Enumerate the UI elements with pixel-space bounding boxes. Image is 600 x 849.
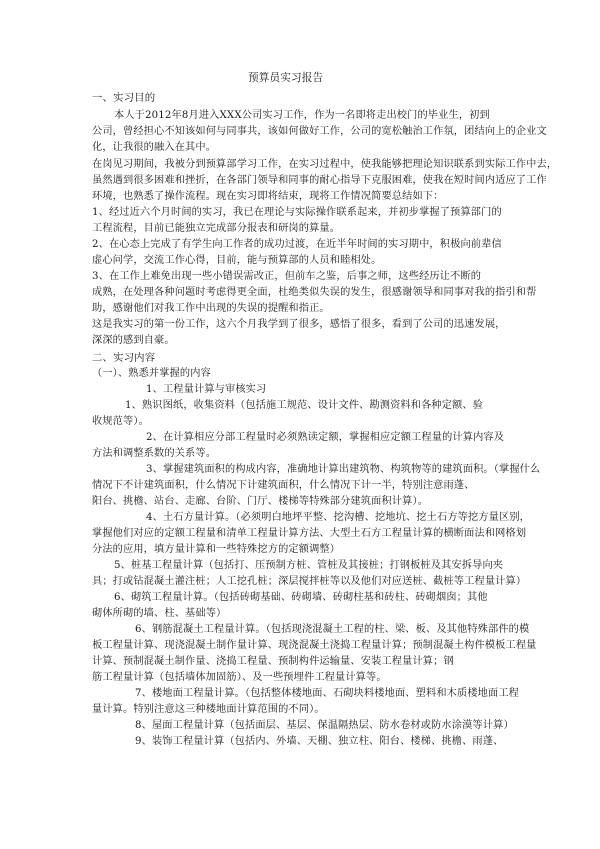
paragraph-line: 这是我实习的第一份工作，这六个月我学到了很多，感悟了很多，看到了公司的迅速发展， <box>92 319 506 330</box>
list-item-line: 1、经过近六个月时间的实习，我已在理论与实际操作联系起来，并初步掌握了预算部门的 <box>92 207 502 218</box>
list-item-line: 6、钢筋混凝土工程量计算。（包括现浇混凝土工程的柱、梁、板、及其他特殊部件的模 <box>135 624 530 635</box>
list-item-line: 具；打或钻混凝土灌注桩；人工挖孔桩；深层搅拌桩等以及他们对应送桩、截桩等工程量计算） <box>92 576 527 587</box>
list-item-line: 6、砌筑工程量计算。（包括砖砌基础、砖砌墙、砖砌柱基和砖柱、砖砌烟囱；其他 <box>114 592 488 603</box>
list-item-line: 方法和调整系数的关系等。 <box>92 448 217 459</box>
list-item-line: 4、土石方量计算。（必须明白地坪平整、挖沟槽、挖地坑、挖土石方等挖方量区别， <box>146 512 531 523</box>
list-item-line: 3、掌握建筑面积的构成内容，准确地计算出建筑物、构筑物等的建筑面积。（掌握什么 <box>146 464 541 475</box>
paragraph-line: 深深的感到自豪。 <box>92 335 175 346</box>
list-item-line: 5、桩基工程量计算（包括打、压预制方桩、管桩及其接桩；打钢板桩及其安拆导向夹 <box>114 560 504 571</box>
paragraph-line: 虽然遇到很多困难和挫折，在各部门领导和同事的耐心指导下克服困难，使我在短时间内适应了工作 <box>92 175 547 186</box>
list-item-line: 掌握他们对应的定额工程量和清单工程量计算方法、大型土石方工程量计算的横断面法和网格划 <box>92 528 527 539</box>
list-item-line: 成熟，在处理各种问题时考虑得更全面，杜绝类似失误的发生，很感谢领导和同事对我的指引和帮 <box>92 287 537 298</box>
list-item-line: 收规范等）。 <box>92 416 149 427</box>
list-item-line: 板工程量计算、现浇混凝土制作量计算、现浇混凝土浇捣工程量计算；预制混凝土构件模板工程量 <box>92 640 537 651</box>
subsection-heading: 1、工程量计算与审核实习 <box>146 384 267 395</box>
list-item-line: 虚心问学，交流工作心得，目前，能与预算部的人员和睦相处。 <box>92 255 382 266</box>
list-item-line: 1、熟识图纸，收集资料（包括施工规范、设计文件、勘测资料和各种定额、验 <box>125 400 484 411</box>
list-item-line: 砌体所砌的墙、柱、基础等） <box>92 608 227 619</box>
subsection-heading: （一）、熟悉并掌握的内容 <box>92 368 211 379</box>
paragraph-line: 本人于2012年8月进入XXX公司实习工作，作为一名即将走出校门的毕业生，初到 <box>114 110 490 121</box>
list-item-line: 7、楼地面工程量计算。（包括整体楼地面、石砌块料楼地面、塑料和木质楼地面工程 <box>135 688 520 699</box>
list-item-line: 阳台、挑檐、站台、走廊、台阶、门厅、楼梯等特殊部分建筑面积计算）。 <box>92 496 429 507</box>
list-item-line: 2、在心态上完成了有学生向工作者的成功过渡，在近半年时间的实习期中，积极向前辈信 <box>92 239 502 250</box>
paragraph-line: 环境，也熟悉了操作流程。现在实习即将结束，现将工作情况简要总结如下： <box>92 191 444 202</box>
paragraph-line: 在岗见习期间，我被分到预算部学习工作，在实习过程中，使我能够把理论知识联系到实际工作中去， <box>92 159 558 170</box>
list-item-line: 助，感谢他们对我工作中出现的失误的提醒和指正。 <box>92 303 330 314</box>
list-item-line: 筋工程量计算（包括墙体加固筋）、及一些预埋件工程量计算等。 <box>92 672 387 683</box>
list-item-line: 8、屋面工程量计算（包括面层、基层、保温隔热层、防水卷材或防水涂漠等计算） <box>135 720 514 731</box>
list-item-line: 量计算。特别注意这三种楼地面计算范围的不同）。 <box>92 704 325 715</box>
report-title: 预算员实习报告 <box>248 72 324 84</box>
paragraph-line: 公司，曾经担心不知该如何与同事共，该如何做好工作，公司的宽松触治工作氛，团结向上的企业文 <box>92 126 547 137</box>
paragraph-line: 化，让我很的融入在其中。 <box>92 142 217 153</box>
list-item-line: 2、在计算相应分部工程量时必须熟读定额，掌握相应定额工程量的计算内容及 <box>146 432 505 443</box>
list-item-line: 工程流程，目前已能独立完成部分报表和研岗的算量。 <box>92 223 341 234</box>
list-item-line: 3、在工作上难免出现一些小错误需改正，但前车之鉴，后事之师，这些经历让不断的 <box>92 271 482 282</box>
list-item-line: 计算、预制混凝土制作量、浇捣工程量、预制构件运输量、安装工程量计算；钢 <box>92 656 454 667</box>
list-item-line: 9、装饰工程量计算（包括内、外墙、天棚、独立柱、阳台、楼梯、挑檐、雨蓬、 <box>135 736 504 747</box>
list-item-line: 情况下不计建筑面积，什么情况下计建筑面积，什么情况下计一半，特别注意雨蓬、 <box>92 480 475 491</box>
section-heading: 二、实习内容 <box>92 352 156 364</box>
list-item-line: 分法的应用，填方量计算和一些特殊挖方的定额调整） <box>92 544 341 555</box>
section-heading: 一、实习目的 <box>92 92 156 104</box>
